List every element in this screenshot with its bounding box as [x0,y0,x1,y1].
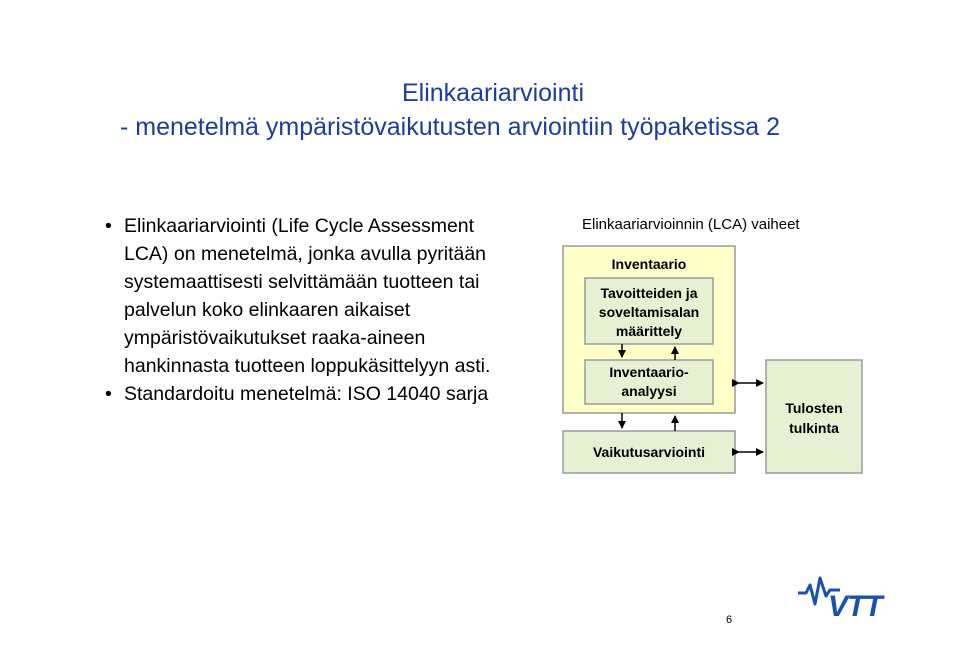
goal-scope-line-1: Tavoitteiden ja [600,285,698,301]
goal-scope-line-2: soveltamisalan [598,304,700,320]
inventory-analysis-line-1: Inventaario- [609,364,689,380]
bullet-text: Standardoitu menetelmä: ISO 14040 sarja [124,383,489,405]
interpretation-line-1: Tulosten [785,400,843,416]
slide-title: Elinkaariarviointi [402,79,585,107]
page-number: 6 [726,614,733,626]
interpretation-line-2: tulkinta [789,420,839,436]
interpretation-box [766,360,862,473]
logo-text: VTT [828,590,882,623]
vtt-logo [798,578,885,623]
slide-subtitle: - menetelmä ympäristövaikutusten arviointiin työpaketissa 2 [120,113,781,141]
inventory-analysis-line-2: analyysi [621,383,677,399]
bullet-text: Elinkaariarviointi (Life Cycle Assessment LCA) on menetelmä, jonka avulla pyritään systemaattisesti selvittämään tuotteen tai palvelun koko elinkaaren aikaiset ympäristövaikutukset raaka-aineen hankinnasta tuotteen loppukäsittelyyn asti. [124,215,491,377]
diagram-title: Elinkaariarvioinnin (LCA) vaiheet [582,216,800,233]
goal-scope-line-3: määrittely [615,323,683,339]
inventory-frame-label: Inventaario [611,256,687,272]
impact-assessment-label: Vaikutusarviointi [592,444,706,460]
